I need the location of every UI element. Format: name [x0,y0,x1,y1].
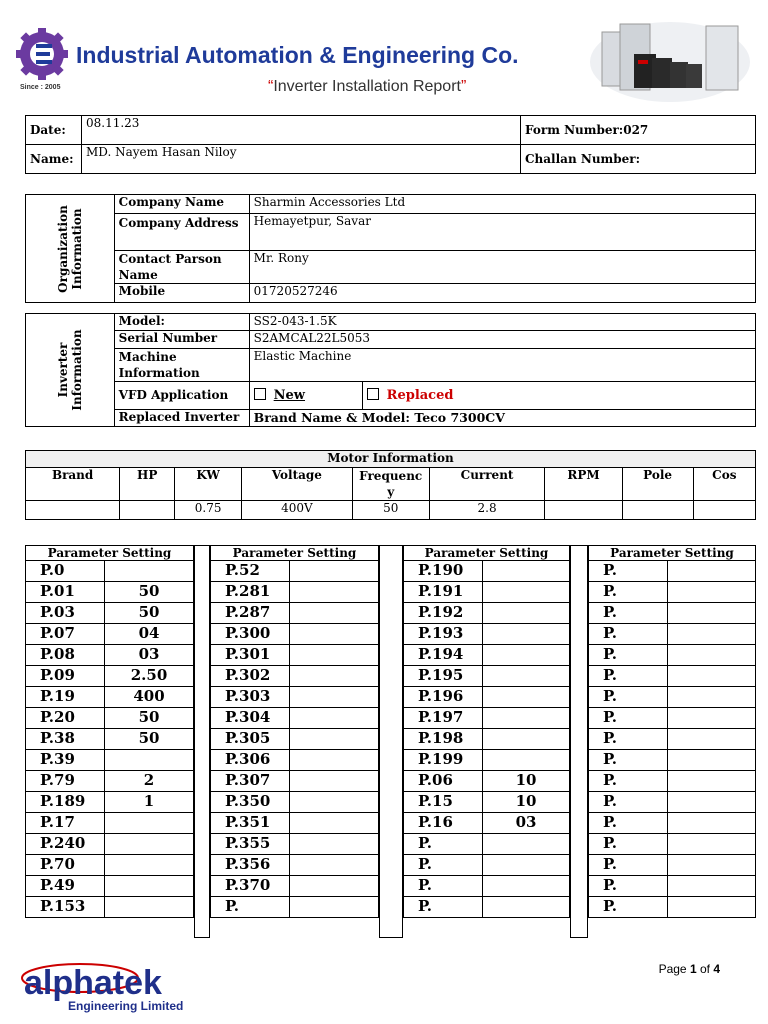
parameter-code: P. [404,897,483,918]
parameter-row [404,813,570,834]
since-text: Since : 2005 [20,84,61,90]
parameter-row [404,750,570,771]
form-number: Form Number:027 [521,116,756,145]
parameter-row [589,750,756,771]
parameter-code: P.240 [26,834,105,855]
parameter-code: P.199 [404,750,483,771]
motor-value-hp[interactable] [120,501,175,520]
parameter-row [211,624,379,645]
name-value[interactable]: MD. Nayem Hasan Niloy [82,145,521,174]
page-current: 1 [689,962,697,976]
parameter-value[interactable] [105,897,194,918]
parameter-value[interactable] [290,645,379,666]
parameter-value[interactable] [483,645,570,666]
parameter-code: P. [589,603,668,624]
name-label: Name: [26,145,82,174]
parameter-row [589,582,756,603]
parameter-value[interactable] [483,897,570,918]
parameter-code: P. [404,834,483,855]
parameter-code: P.07 [26,624,105,645]
parameter-row [211,582,379,603]
parameter-row [26,834,194,855]
parameter-value[interactable] [668,624,756,645]
parameter-code: P.300 [211,624,290,645]
parameter-value[interactable]: 400 [105,687,194,708]
motor-header-brand: Brand [26,468,120,501]
parameter-value[interactable] [483,666,570,687]
vfd-replaced-option[interactable] [362,382,755,409]
parameter-row [26,813,194,834]
parameter-code: P.189 [26,792,105,813]
parameter-value[interactable]: 50 [105,708,194,729]
parameter-row [211,855,379,876]
parameter-value[interactable] [483,750,570,771]
parameter-code: P. [404,855,483,876]
parameter-row [589,624,756,645]
parameter-row [404,561,570,582]
parameter-code: P.198 [404,729,483,750]
motor-value-voltage[interactable]: 400V [242,501,353,520]
parameter-row [211,771,379,792]
motor-header-frequency: Frequency [352,468,429,501]
parameter-code: P.190 [404,561,483,582]
parameter-code: P. [589,813,668,834]
parameter-code: P.307 [211,771,290,792]
company-logo [16,28,68,90]
company-name-value[interactable]: Sharmin Accessories Ltd [249,195,755,214]
parameter-row [404,876,570,897]
parameter-value[interactable] [668,561,756,582]
parameter-row [404,624,570,645]
page-number [659,962,720,976]
parameter-value[interactable]: 1 [105,792,194,813]
parameter-code: P.191 [404,582,483,603]
parameter-value[interactable]: 50 [105,729,194,750]
parameter-code: P. [589,624,668,645]
parameter-code: P.287 [211,603,290,624]
model-label: Model: [114,314,249,331]
parameter-row [26,855,194,876]
parameter-code: P.06 [404,771,483,792]
parameter-value[interactable] [105,750,194,771]
parameter-code: P.302 [211,666,290,687]
parameter-value[interactable] [290,582,379,603]
alphatek-subtext: Engineering Limited [68,999,184,1013]
parameter-row [211,561,379,582]
org-label-l2: Information [69,207,84,290]
new-checkbox[interactable] [254,388,266,400]
org-label-l1: Organization [55,204,70,293]
replaced-checkbox[interactable] [367,388,379,400]
parameter-row [26,750,194,771]
parameter-code: P.197 [404,708,483,729]
parameter-row [404,729,570,750]
parameter-table-3 [403,545,570,918]
parameter-row [26,603,194,624]
parameter-value[interactable] [290,813,379,834]
parameter-code: P.304 [211,708,290,729]
parameter-value[interactable]: 03 [483,813,570,834]
parameter-row [26,687,194,708]
organization-inverter-table [25,194,756,427]
parameter-value[interactable] [290,876,379,897]
parameter-value[interactable]: 10 [483,792,570,813]
parameter-value[interactable] [668,813,756,834]
parameter-value[interactable]: 03 [105,645,194,666]
parameter-code: P.306 [211,750,290,771]
parameter-row [26,645,194,666]
parameter-row [589,813,756,834]
replaced-inverter-label: Replaced Inverter [114,409,249,426]
motor-value-kw[interactable]: 0.75 [175,501,242,520]
parameter-row [26,561,194,582]
parameter-value[interactable] [668,834,756,855]
parameter-row [589,771,756,792]
parameter-value[interactable]: 2 [105,771,194,792]
parameter-code: P.193 [404,624,483,645]
company-name-label: Company Name [114,195,249,214]
parameter-row [211,876,379,897]
parameter-value[interactable] [668,792,756,813]
motor-value-frequency[interactable]: 50 [352,501,429,520]
parameter-row [211,750,379,771]
challan-label [521,145,756,174]
parameter-code: P. [589,645,668,666]
parameter-code: P.08 [26,645,105,666]
parameter-value[interactable] [668,603,756,624]
page-prefix: Page [658,962,690,976]
inv-label-l2: Information [69,329,84,411]
parameter-row [211,729,379,750]
parameter-row [211,834,379,855]
parameter-row [589,645,756,666]
parameter-value[interactable] [668,708,756,729]
parameter-code: P. [589,792,668,813]
alphatek-logo [20,958,190,1014]
motor-value-brand[interactable] [26,501,120,520]
parameter-code: P.39 [26,750,105,771]
parameter-row [404,834,570,855]
parameter-code: P.356 [211,855,290,876]
parameter-code: P. [589,855,668,876]
parameter-code: P.52 [211,561,290,582]
date-value[interactable]: 08.11.23 [82,116,521,145]
motor-header-kw: KW [175,468,242,501]
parameter-value[interactable]: 50 [105,603,194,624]
parameter-value[interactable] [290,897,379,918]
parameter-code: P.20 [26,708,105,729]
serial-number-label: Serial Number [114,331,249,348]
parameter-row [589,876,756,897]
parameter-code: P.350 [211,792,290,813]
parameter-row [26,582,194,603]
parameter-code: P.38 [26,729,105,750]
date-label: Date: [26,116,82,145]
serial-number-value[interactable]: S2AMCAL22L5053 [249,331,755,348]
parameter-code: P.194 [404,645,483,666]
parameter-gap-2 [379,545,403,938]
parameter-table-4 [588,545,756,918]
parameter-row [404,603,570,624]
contact-person-value[interactable]: Mr. Rony [249,251,755,284]
parameter-gap-3 [570,545,588,938]
parameter-value[interactable] [483,855,570,876]
parameter-row [26,624,194,645]
parameter-value[interactable]: 2.50 [105,666,194,687]
parameter-row [211,666,379,687]
parameter-row [26,666,194,687]
parameter-code: P. [589,582,668,603]
parameter-value[interactable] [668,897,756,918]
parameter-code: P.370 [211,876,290,897]
parameter-row [211,687,379,708]
parameter-code: P.19 [26,687,105,708]
parameter-row [589,603,756,624]
organization-section-label [26,195,115,303]
parameter-code: P.305 [211,729,290,750]
parameter-code: P. [211,897,290,918]
motor-value-cos[interactable] [693,501,755,520]
parameter-value[interactable] [290,771,379,792]
parameter-value[interactable] [483,708,570,729]
challan-label-text: Challan Number: [525,152,641,166]
parameter-value[interactable] [668,771,756,792]
parameter-row [589,729,756,750]
parameter-setting-header: Parameter Setting [589,546,756,561]
vfd-application-label: VFD Application [114,382,249,409]
company-address-label: Company Address [114,214,249,251]
machine-info-label: Machine Information [114,348,249,382]
parameter-row [404,687,570,708]
motor-header-rpm: RPM [545,468,622,501]
parameter-setting-header: Parameter Setting [404,546,570,561]
parameter-code: P.192 [404,603,483,624]
parameter-row [404,897,570,918]
parameter-value[interactable] [105,834,194,855]
parameter-row [589,792,756,813]
motor-header-pole: Pole [622,468,693,501]
parameter-code: P.70 [26,855,105,876]
parameter-row [211,813,379,834]
parameter-row [26,792,194,813]
parameter-row [589,855,756,876]
motor-header-cos: Cos [693,468,755,501]
company-title: Industrial Automation & Engineering Co. [76,42,519,68]
parameter-row [589,834,756,855]
company-address-value[interactable]: Hemayetpur, Savar [249,214,755,251]
parameter-code: P.49 [26,876,105,897]
parameter-setting-header: Parameter Setting [211,546,379,561]
parameter-code: P.303 [211,687,290,708]
parameter-value[interactable] [668,729,756,750]
parameter-row [404,792,570,813]
parameter-row [589,666,756,687]
parameter-value[interactable] [483,687,570,708]
parameter-code: P.355 [211,834,290,855]
page-of: of [696,962,714,976]
machine-info-value[interactable]: Elastic Machine [249,348,755,382]
parameter-code: P. [589,687,668,708]
parameter-row [589,561,756,582]
parameter-row [404,645,570,666]
parameter-value[interactable] [290,792,379,813]
motor-header-voltage: Voltage [242,468,353,501]
parameter-value[interactable] [668,876,756,897]
parameter-row [26,708,194,729]
parameter-code: P.15 [404,792,483,813]
parameter-row [404,582,570,603]
parameter-code: P. [589,834,668,855]
parameter-code: P.17 [26,813,105,834]
parameter-code: P.281 [211,582,290,603]
parameter-row [211,708,379,729]
parameter-value[interactable] [483,561,570,582]
parameter-value[interactable]: 50 [105,582,194,603]
parameter-value[interactable]: 04 [105,624,194,645]
report-title: “Inverter Installation Report” [268,78,467,95]
contact-person-label: Contact Parson Name [114,251,249,284]
parameter-setting-header: Parameter Setting [26,546,194,561]
mobile-label: Mobile [114,284,249,303]
parameter-code: P. [589,771,668,792]
motor-header-current: Current [429,468,545,501]
parameter-row [211,897,379,918]
parameter-code: P. [589,708,668,729]
parameter-code: P. [589,750,668,771]
parameter-value[interactable] [290,750,379,771]
parameter-row [589,708,756,729]
parameter-value[interactable] [105,876,194,897]
model-value[interactable]: SS2-043-1.5K [249,314,755,331]
info-table [25,115,756,174]
parameter-value[interactable] [290,666,379,687]
mobile-value[interactable]: 01720527246 [249,284,755,303]
parameter-value[interactable] [668,750,756,771]
parameter-table-2 [210,545,379,918]
parameter-row [211,603,379,624]
parameter-value[interactable] [483,624,570,645]
motor-value-pole[interactable] [622,501,693,520]
parameter-row [589,897,756,918]
parameter-row [589,687,756,708]
parameter-value[interactable] [483,582,570,603]
parameter-code: P. [589,876,668,897]
parameter-row [404,855,570,876]
parameter-value[interactable] [290,729,379,750]
parameter-code: P.351 [211,813,290,834]
parameter-code: P.01 [26,582,105,603]
parameter-code: P. [589,561,668,582]
report-title-text: Inverter Installation Report [273,78,461,95]
replaced-inverter-value[interactable]: Brand Name & Model: Teco 7300CV [249,409,755,426]
parameter-code: P. [589,897,668,918]
parameter-value[interactable] [290,561,379,582]
parameter-value[interactable] [290,687,379,708]
parameter-row [404,771,570,792]
parameter-code: P.153 [26,897,105,918]
motor-value-current[interactable]: 2.8 [429,501,545,520]
parameter-value[interactable] [668,855,756,876]
parameter-row [26,876,194,897]
parameter-row [404,708,570,729]
parameter-code: P.16 [404,813,483,834]
parameter-value[interactable] [105,813,194,834]
parameter-code: P.195 [404,666,483,687]
parameter-value[interactable] [290,834,379,855]
parameter-row [211,645,379,666]
parameter-value[interactable] [290,708,379,729]
parameter-value[interactable] [290,603,379,624]
parameter-value[interactable] [290,855,379,876]
motor-info-title: Motor Information [26,451,756,468]
parameter-value[interactable] [483,603,570,624]
parameter-row [26,897,194,918]
motor-value-rpm[interactable] [545,501,622,520]
parameter-row [26,771,194,792]
motor-header-hp: HP [120,468,175,501]
section-divider [26,303,756,314]
parameter-value[interactable] [668,582,756,603]
parameter-value[interactable] [105,561,194,582]
parameter-table-1 [25,545,194,918]
parameter-code: P.196 [404,687,483,708]
inverter-product-image [590,18,750,102]
parameter-row [211,792,379,813]
parameter-row [26,729,194,750]
parameter-value[interactable] [668,666,756,687]
parameter-code: P.03 [26,603,105,624]
parameter-code: P. [589,666,668,687]
parameter-value[interactable] [483,729,570,750]
parameter-code: P. [404,876,483,897]
parameter-code: P.301 [211,645,290,666]
parameter-code: P.79 [26,771,105,792]
parameter-code: P.0 [26,561,105,582]
new-label: New [273,387,306,403]
parameter-gap-1 [194,545,210,938]
alphatek-text: alphatek [24,964,162,1002]
page-total: 4 [713,962,720,976]
parameter-value[interactable] [668,645,756,666]
parameter-value[interactable] [105,855,194,876]
replaced-label: Replaced [386,387,454,403]
parameter-value[interactable] [483,834,570,855]
inv-label-l1: Inverter [55,342,70,398]
parameter-value[interactable]: 10 [483,771,570,792]
parameter-code: P.09 [26,666,105,687]
parameter-code: P. [589,729,668,750]
parameter-row [404,666,570,687]
vfd-new-option[interactable] [249,382,362,409]
parameter-value[interactable] [290,624,379,645]
parameter-value[interactable] [483,876,570,897]
inverter-section-label [26,314,115,427]
parameter-value[interactable] [668,687,756,708]
motor-info-table [25,450,756,520]
